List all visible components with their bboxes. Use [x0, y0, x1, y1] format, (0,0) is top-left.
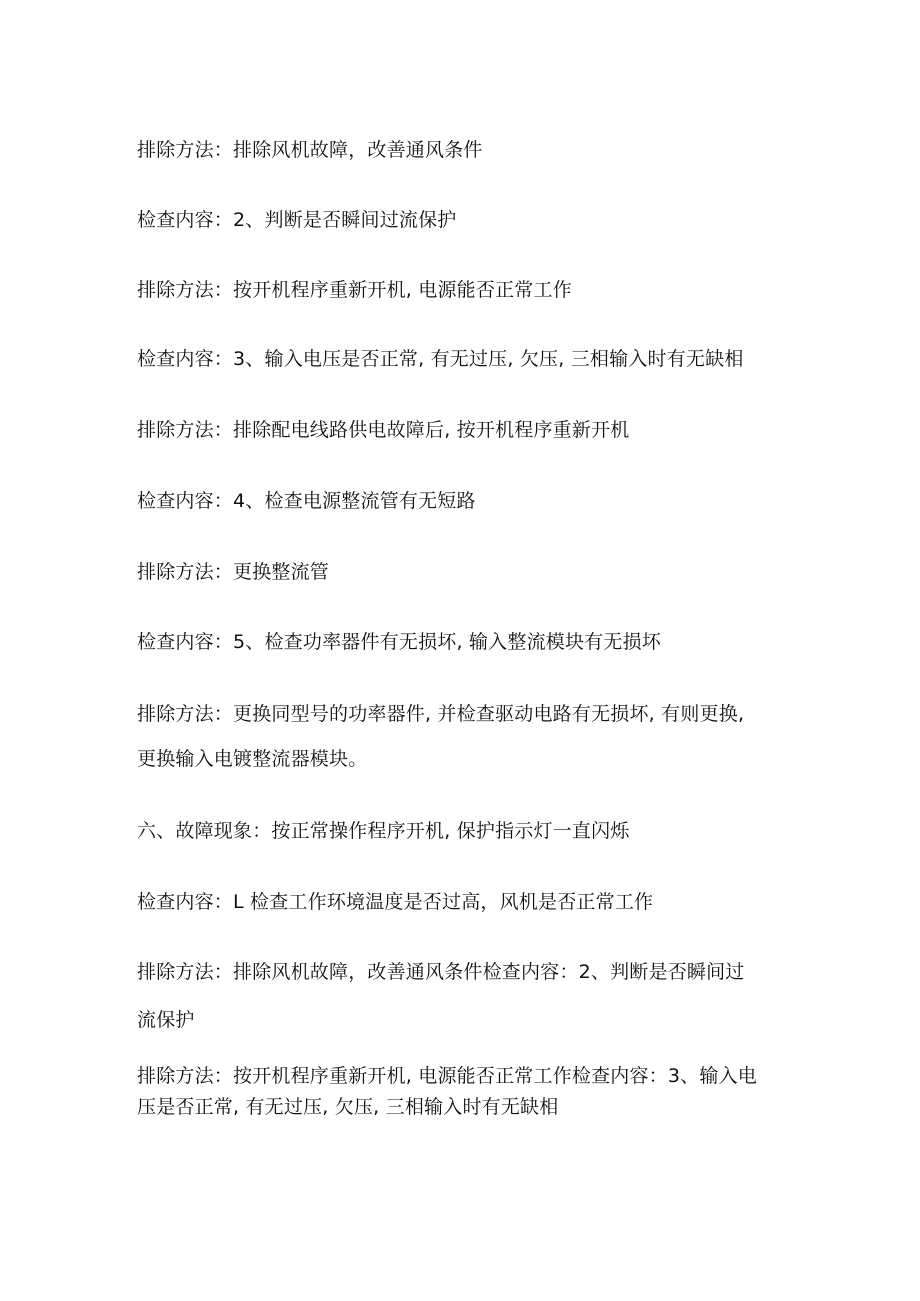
text-line: 流保护 — [137, 1009, 195, 1031]
text-line: 检查内容：5、检查功率器件有无损坏, 输入整流模块有无损坏 — [137, 631, 661, 653]
text-line: 排除方法：按开机程序重新开机, 电源能否正常工作检查内容：3、输入电 — [137, 1065, 757, 1087]
text-line: 排除方法：按开机程序重新开机, 电源能否正常工作 — [137, 279, 572, 301]
text-line: 排除方法：排除风机故障，改善通风条件 — [137, 139, 483, 161]
text-line: 检查内容：4、检查电源整流管有无短路 — [137, 490, 476, 512]
text-line: 排除方法：排除风机故障，改善通风条件检查内容：2、判断是否瞬间过 — [137, 961, 745, 983]
text-line: 排除方法：更换整流管 — [137, 561, 330, 583]
section-heading: 六、故障现象：按正常操作程序开机, 保护指示灯一直闪烁 — [137, 820, 630, 842]
text-line: 排除方法：更换同型号的功率器件, 并检查驱动电路有无损坏, 有则更换, — [137, 703, 745, 725]
text-line: 排除方法：排除配电线路供电故障后, 按开机程序重新开机 — [137, 419, 630, 441]
text-line: 压是否正常, 有无过压, 欠压, 三相输入时有无缺相 — [137, 1096, 559, 1118]
text-line: 检查内容：L 检查工作环境温度是否过高，风机是否正常工作 — [137, 891, 654, 913]
text-line: 更换输入电镀整流器模块。 — [137, 748, 368, 770]
text-line: 检查内容：2、判断是否瞬间过流保护 — [137, 209, 457, 231]
text-line: 检查内容：3、输入电压是否正常, 有无过压, 欠压, 三相输入时有无缺相 — [137, 348, 744, 370]
